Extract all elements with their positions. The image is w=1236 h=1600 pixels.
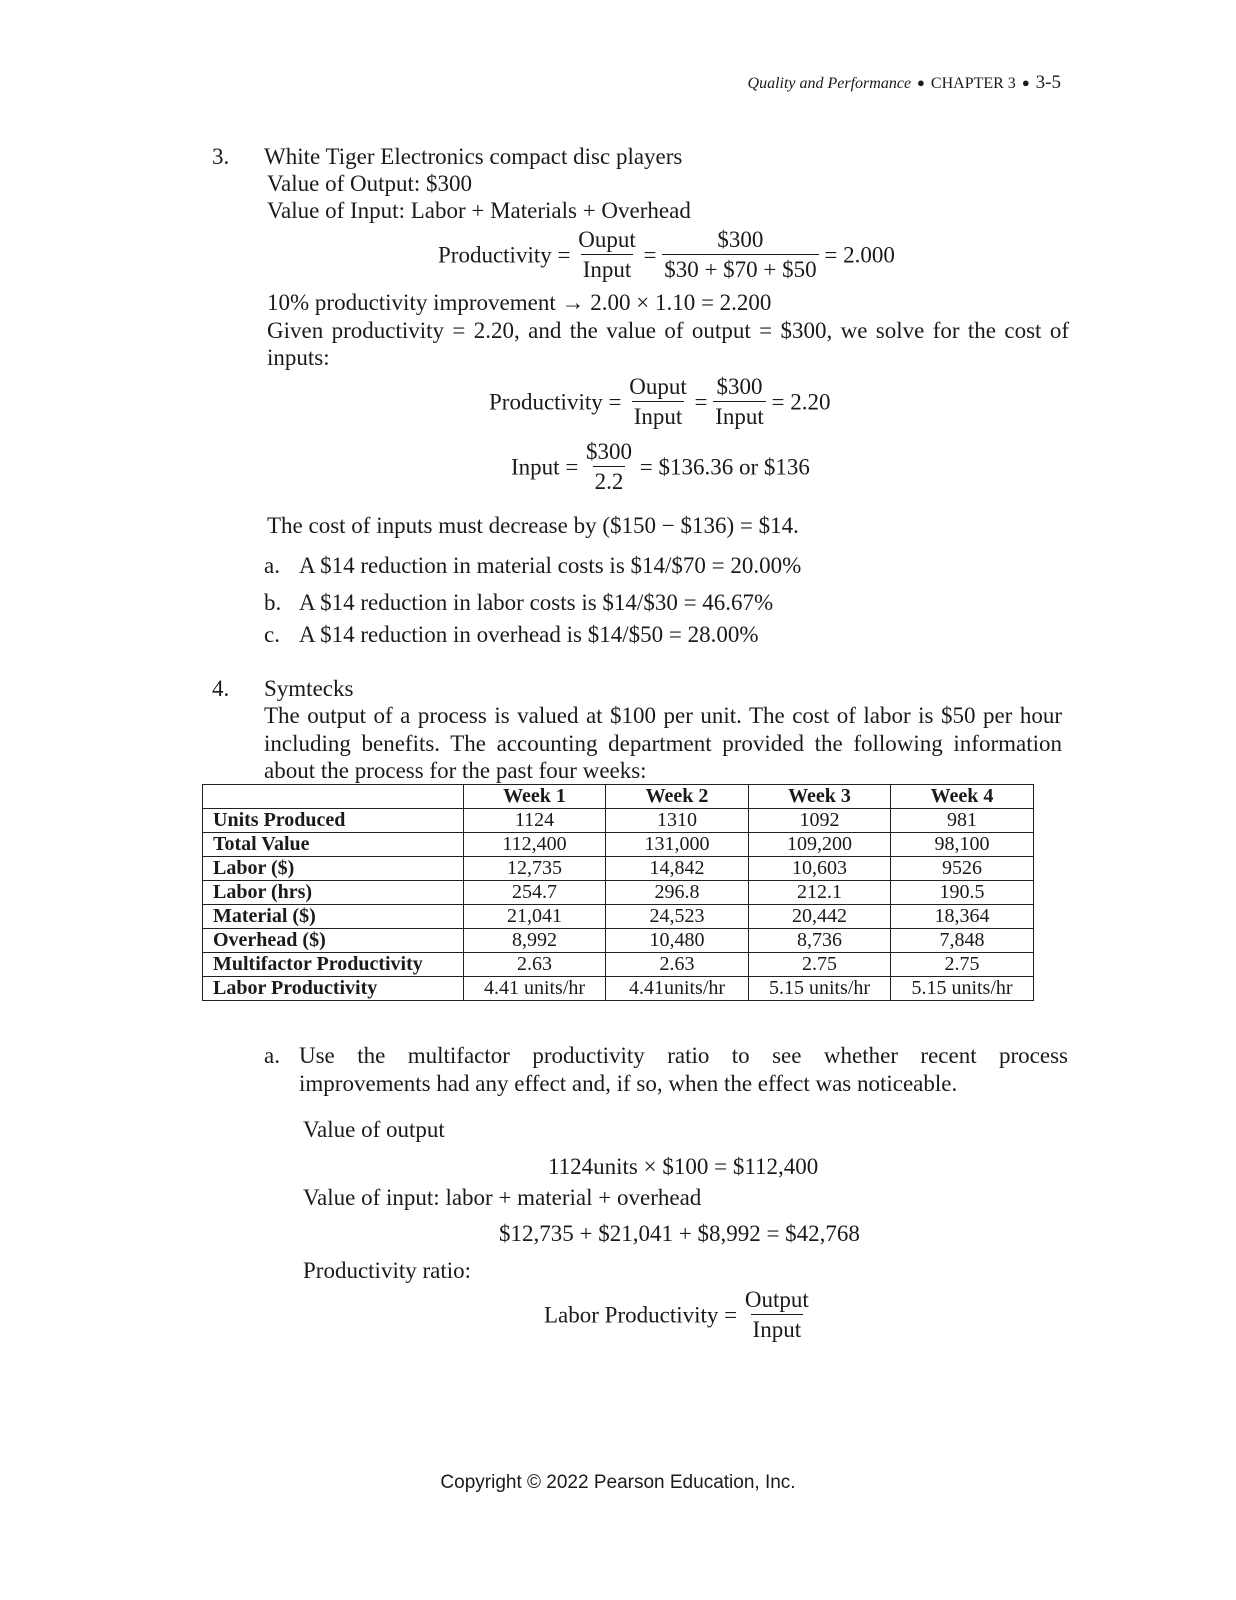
table-row-label: Labor ($) (203, 857, 464, 881)
table-row (203, 857, 1034, 881)
table-cell: 12,735 (464, 857, 606, 881)
part-a-line-2: improvements had any effect and, if so, when the effect was noticeable. (299, 1071, 958, 1096)
list-item: A $14 reduction in labor costs is $14/$30 = 46.67% (299, 590, 774, 615)
table-cell: 8,992 (464, 929, 606, 953)
problem4-number: 4. (212, 676, 230, 701)
header-title: Quality and Performance (747, 75, 912, 92)
productivity-equation-1 (438, 226, 895, 285)
list-item: A $14 reduction in overhead is $14/$50 = 28.00% (299, 622, 759, 647)
eq2-result: = 2.20 (771, 389, 831, 415)
value-input-label: Value of input: labor + material + overhead (303, 1185, 702, 1210)
header-page-number: 3-5 (1035, 72, 1061, 93)
eq3-result: = $136.36 or $136 (639, 454, 810, 480)
eq2-fraction-2 (713, 373, 766, 432)
eq1-fraction-1 (576, 226, 638, 285)
table-row-label: Overhead ($) (203, 929, 464, 953)
bullet-icon: ● (1021, 75, 1030, 90)
eq2-num2: $300 (716, 374, 763, 399)
eq1-equals-2: = (643, 242, 657, 268)
ratio-lhs: Labor Productivity (544, 1302, 719, 1328)
table-cell: 981 (891, 809, 1034, 833)
eq2-num1: Ouput (629, 374, 687, 399)
eq1-equals: = (557, 242, 571, 268)
eq2-fraction-1 (627, 373, 689, 432)
eq2-equals-2: = (694, 389, 708, 415)
eq1-num2: $300 (717, 227, 764, 252)
eq2-den2: Input (713, 401, 766, 432)
table-row-label: Units Produced (203, 809, 464, 833)
problem3-decrease: The cost of inputs must decrease by ($150 − $136) = $14. (267, 513, 799, 538)
table-cell: 1092 (749, 809, 891, 833)
table-cell: 8,736 (749, 929, 891, 953)
table-row-label: Labor (hrs) (203, 881, 464, 905)
problem3-value-input: Value of Input: Labor + Materials + Overhead (267, 198, 691, 223)
value-output-label: Value of output (303, 1117, 445, 1142)
part-a-marker: a. (264, 1043, 280, 1068)
table-header-cell: Week 4 (891, 785, 1034, 809)
problem3-improvement: 10% productivity improvement → 2.00 × 1.10 = 2.200 (267, 290, 772, 315)
table-cell: 1124 (464, 809, 606, 833)
table-header-row (203, 785, 1034, 809)
table-cell: 112,400 (464, 833, 606, 857)
input-equation (511, 438, 810, 497)
ratio-fraction (743, 1286, 811, 1345)
eq3-fraction (584, 438, 634, 497)
problem3-title: White Tiger Electronics compact disc players (264, 144, 683, 169)
eq2-den1: Input (632, 401, 685, 432)
list-item-marker: a. (264, 553, 280, 578)
table-row (203, 905, 1034, 929)
table-cell: 18,364 (891, 905, 1034, 929)
table-cell: 10,480 (606, 929, 749, 953)
weekly-data-table (202, 784, 1034, 1001)
value-input-equation: $12,735 + $21,041 + $8,992 = $42,768 (499, 1221, 860, 1246)
productivity-ratio-label: Productivity ratio: (303, 1258, 472, 1283)
problem3-value-output: Value of Output: $300 (267, 171, 473, 196)
table-row (203, 809, 1034, 833)
table-row (203, 977, 1034, 1001)
list-item-marker: b. (264, 590, 282, 615)
eq1-lhs: Productivity (438, 242, 552, 268)
copyright-footer: Copyright © 2022 Pearson Education, Inc. (440, 1472, 796, 1493)
table-cell: 1310 (606, 809, 749, 833)
table-row (203, 833, 1034, 857)
problem4-para-line-3: about the process for the past four weeks: (264, 758, 647, 783)
eq3-lhs: Input (511, 454, 560, 480)
eq2-lhs: Productivity (489, 389, 603, 415)
table-cell: 190.5 (891, 881, 1034, 905)
ratio-num: Output (744, 1287, 809, 1312)
table-header-cell: Week 3 (749, 785, 891, 809)
table-cell: 4.41 units/hr (464, 977, 606, 1001)
table-cell: 131,000 (606, 833, 749, 857)
eq1-result: = 2.000 (824, 242, 895, 268)
table-cell: 5.15 units/hr (891, 977, 1034, 1001)
table-cell: 296.8 (606, 881, 749, 905)
table-cell: 4.41units/hr (606, 977, 749, 1001)
productivity-equation-2 (489, 373, 831, 432)
problem3-given: Given productivity = 2.20, and the value of output = $300, we solve for the cost of inputs: (267, 318, 1069, 370)
eq1-den2: $30 + $70 + $50 (662, 254, 818, 285)
table-row (203, 929, 1034, 953)
table-header-cell (203, 785, 464, 809)
table-cell: 24,523 (606, 905, 749, 929)
ratio-equals: = (724, 1302, 738, 1328)
value-output-equation: 1124units × $100 = $112,400 (548, 1154, 819, 1179)
eq1-num1: Ouput (578, 227, 636, 252)
table-cell: 2.63 (464, 953, 606, 977)
table-row-label: Material ($) (203, 905, 464, 929)
problem3-number: 3. (212, 144, 230, 169)
table-cell: 212.1 (749, 881, 891, 905)
table-cell: 109,200 (749, 833, 891, 857)
running-header (748, 72, 1061, 94)
problem4-para-line-2: including benefits. The accounting department provided the following information (264, 731, 1062, 756)
eq1-fraction-2 (662, 226, 818, 285)
eq3-equals: = (565, 454, 579, 480)
part-a-line-1: Use the multifactor productivity ratio to see whether recent process (299, 1043, 1068, 1068)
table-row-label: Labor Productivity (203, 977, 464, 1001)
table-header-cell: Week 1 (464, 785, 606, 809)
table-row-label: Multifactor Productivity (203, 953, 464, 977)
table-row-label: Total Value (203, 833, 464, 857)
table-cell: 98,100 (891, 833, 1034, 857)
problem4-title: Symtecks (264, 676, 354, 701)
table-cell: 9526 (891, 857, 1034, 881)
table-cell: 2.75 (749, 953, 891, 977)
table-cell: 7,848 (891, 929, 1034, 953)
eq3-den: 2.2 (593, 466, 626, 497)
ratio-den: Input (751, 1314, 804, 1345)
bullet-icon: ● (917, 75, 925, 90)
table-cell: 5.15 units/hr (749, 977, 891, 1001)
table-cell: 2.63 (606, 953, 749, 977)
eq3-num: $300 (586, 439, 633, 464)
table-cell: 20,442 (749, 905, 891, 929)
labor-productivity-equation (544, 1286, 811, 1345)
table-header-cell: Week 2 (606, 785, 749, 809)
table-cell: 21,041 (464, 905, 606, 929)
list-item-marker: c. (264, 622, 280, 647)
problem4-para-line-1: The output of a process is valued at $100 per unit. The cost of labor is $50 per hour (264, 703, 1062, 728)
table-row (203, 881, 1034, 905)
table-row (203, 953, 1034, 977)
table-cell: 10,603 (749, 857, 891, 881)
eq2-equals: = (608, 389, 622, 415)
table-cell: 2.75 (891, 953, 1034, 977)
header-chapter: CHAPTER 3 (930, 75, 1016, 92)
table-cell: 254.7 (464, 881, 606, 905)
table-cell: 14,842 (606, 857, 749, 881)
list-item: A $14 reduction in material costs is $14/$70 = 20.00% (299, 553, 802, 578)
eq1-den1: Input (581, 254, 634, 285)
